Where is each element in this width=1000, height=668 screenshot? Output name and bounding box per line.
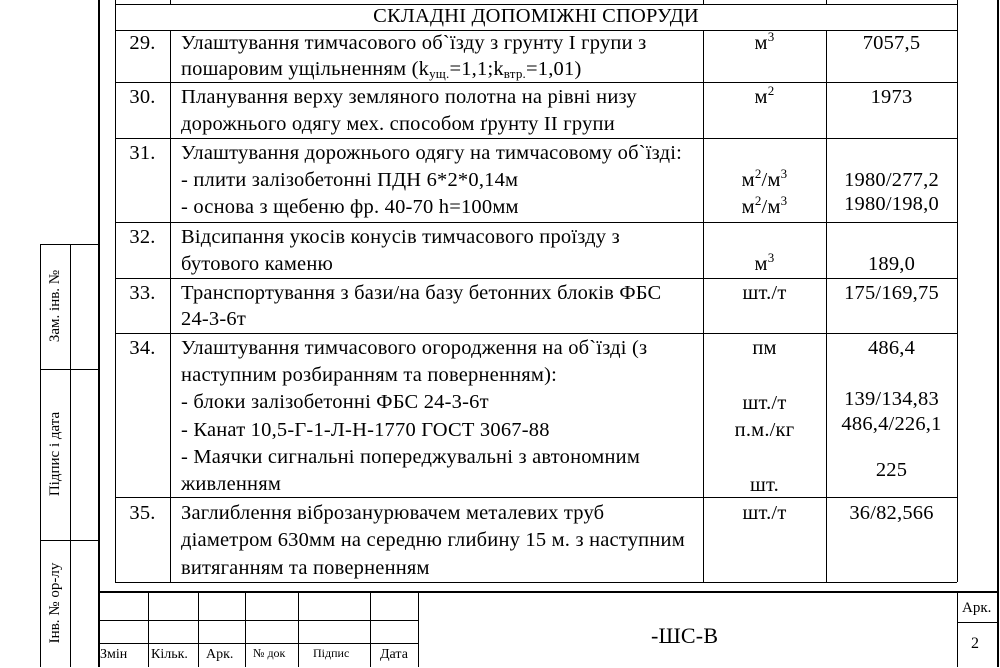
margin-label-replacement-inventory: Зам. інв. № <box>47 269 63 343</box>
section-title: СКЛАДНІ ДОПОМІЖНІ СПОРУДИ <box>373 5 699 27</box>
row-description-line: Улаштування дорожнього одягу на тимчасовому об`їзді: <box>181 142 682 164</box>
row-quantity: 7057,5 <box>862 32 921 54</box>
row-number: 31. <box>129 142 156 164</box>
row-description-line: - Маячки сигнальні попереджувальні з автономним <box>181 446 640 468</box>
sheet-label: Арк. <box>962 600 992 616</box>
row-unit: пм <box>752 337 777 359</box>
stamp-header-quantity: Кільк. <box>151 647 188 662</box>
row-description-line: живленням <box>181 473 282 495</box>
row-description-line: пошаровим ущільненням $(k_{ущ.}=1,1;k_{втр.}=1,01)$ <box>181 58 582 81</box>
stamp-header-date: Дата <box>380 647 408 662</box>
row-description-line: діаметром 630мм на середню глибину 15 м. з наступним <box>181 529 685 551</box>
row-number: 29. <box>129 32 156 54</box>
row-description-line: - плити залізобетонні ПДН 6*2*0,14м <box>181 169 519 191</box>
row-description-line: Улаштування тимчасового огородження на об`їзді (з <box>181 337 648 359</box>
row-number: 32. <box>129 226 156 248</box>
row-quantity: 1973 <box>870 86 913 108</box>
row-unit: шт./т <box>742 392 787 414</box>
row-number: 34. <box>129 337 156 359</box>
row-number: 30. <box>129 86 156 108</box>
stamp-header-sheet: Арк. <box>206 647 234 662</box>
row-unit: шт. <box>750 474 779 496</box>
row-quantity: 139/134,83 <box>844 388 939 410</box>
row-quantity: 189,0 <box>867 253 916 275</box>
row-unit: шт./т <box>742 282 787 304</box>
row-unit: $м^3$ <box>754 250 775 275</box>
row-number: 35. <box>129 502 156 524</box>
row-description-line: - блоки залізобетонні ФБС 24-3-6т <box>181 391 489 413</box>
row-description-line: Планування верху земляного полотна на рівні низу <box>181 86 637 108</box>
row-quantity: 36/82,566 <box>849 502 934 524</box>
document-code: -ШС-В <box>651 623 719 648</box>
row-unit: $м^2/м^3$ <box>741 193 788 218</box>
sheet-number: 2 <box>971 635 979 652</box>
row-description-line: витяганням та поверненням <box>181 557 430 579</box>
row-description-line: Транспортування з бази/на базу бетонних блоків ФБС <box>181 282 662 304</box>
stamp-header-changes: Змін <box>100 647 128 662</box>
row-description-line: Відсипання укосів конусів тимчасового проїзду з <box>181 226 620 248</box>
row-description-line: Заглиблення віброзанурювачем металевих труб <box>181 502 605 524</box>
row-unit: п.м./кг <box>734 419 795 441</box>
row-quantity: 1980/198,0 <box>844 193 939 215</box>
row-description-line: дорожнього одягу мех. способом ґрунту ІІ групи <box>181 113 615 135</box>
row-quantity: 225 <box>875 459 908 481</box>
row-unit: $м^2/м^3$ <box>741 166 788 191</box>
margin-label-signature-date: Підпис і дата <box>47 411 63 497</box>
row-description-line: - основа з щебеню фр. 40-70 h=100мм <box>181 196 519 218</box>
row-quantity: 486,4 <box>867 337 916 359</box>
row-quantity: 486,4/226,1 <box>841 413 942 435</box>
row-description-line: наступним розбиранням та поверненням): <box>181 364 558 386</box>
stamp-header-signature: Підпис <box>313 646 350 660</box>
margin-label-original-inventory: Інв. № ор-лу <box>47 562 63 644</box>
row-unit: $м^2$ <box>754 83 775 108</box>
row-quantity: 1980/277,2 <box>844 169 939 191</box>
row-description-line: - Канат 10,5-Г-1-Л-Н-1770 ГОСТ 3067-88 <box>181 419 550 441</box>
row-description-line: 24-3-6т <box>181 308 247 330</box>
stamp-header-doc-number: № док <box>253 646 286 660</box>
row-number: 33. <box>129 282 156 304</box>
row-quantity: 175/169,75 <box>844 282 939 304</box>
row-description-line: Улаштування тимчасового об`їзду з грунту І групи з <box>181 32 647 54</box>
row-unit: $м^3$ <box>754 29 775 54</box>
row-unit: шт./т <box>742 502 787 524</box>
row-description-line: бутового каменю <box>181 253 334 275</box>
